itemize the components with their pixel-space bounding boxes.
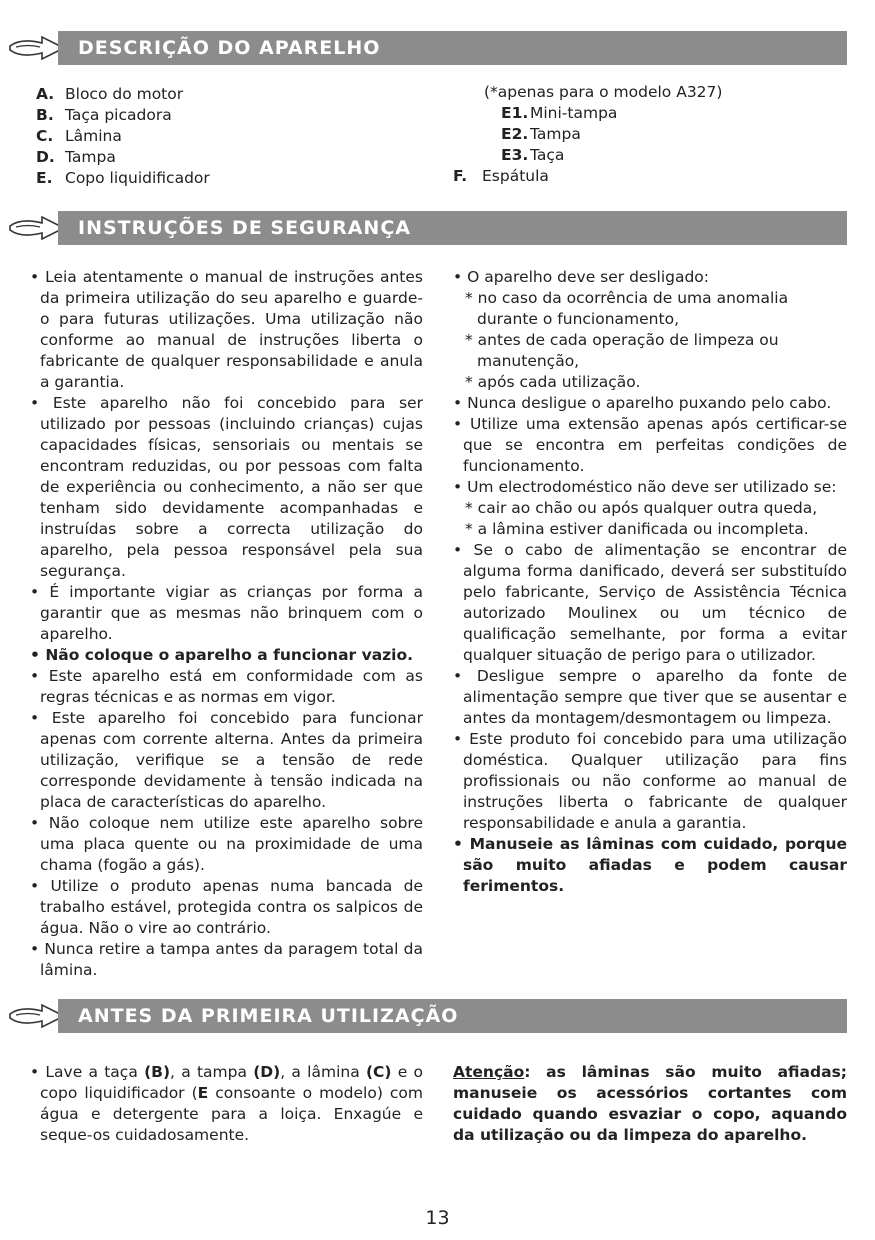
list-item: • Desligue sempre o aparelho da fonte de alimentação sempre que tiver que se ausentar e antes da montagem/desmontagem ou limpeza. bbox=[453, 667, 847, 727]
page-number: 13 bbox=[425, 1207, 450, 1229]
list-item: • Este aparelho foi concebido para funcionar apenas com corrente alterna. Antes da primeira utilização, verifique se a tensão de rede corresponde devidamente à tensão indicada na placa de características do aparelho. bbox=[30, 709, 423, 811]
list-item: • Nunca retire a tampa antes da paragem total da lâmina. bbox=[30, 940, 423, 979]
list-item: • Este aparelho não foi concebido para ser utilizado por pessoas (incluindo crianças) cujas capacidades físicas, sensoriais ou mentais se encontram reduzidas, ou por pessoas com falta de experiência ou conhecimento, a não ser que tenham sido devidamente acompanhadas e instruídas sobre a correcta utilização do aparelho, pela pessoa responsável pela sua segurança. bbox=[30, 394, 423, 580]
warning-text: Atenção: as lâminas são muito afiadas; manuseie os acessórios cortantes com cuidado quando esvaziar o copo, aquando da utilização ou da limpeza do aparelho. bbox=[453, 1063, 847, 1144]
list-item: * antes de cada operação de limpeza ou manutenção, bbox=[465, 331, 779, 370]
list-item: * a lâmina estiver danificada ou incompleta. bbox=[465, 520, 809, 538]
list-item: • O aparelho deve ser desligado: bbox=[453, 268, 710, 286]
list-item: • Não coloque o aparelho a funcionar vazio. bbox=[30, 646, 414, 664]
list-item: * após cada utilização. bbox=[465, 373, 641, 391]
list-item: * no caso da ocorrência de uma anomalia durante o funcionamento, bbox=[465, 289, 789, 328]
list-item: * cair ao chão ou após qualquer outra queda, bbox=[465, 499, 818, 517]
list-item: • Lave a taça (B), a tampa (D), a lâmina (C) e o copo liquidificador (E consoante o modelo) com água e detergente para a loiça. Enxagúe e seque-os cuidadosamente. bbox=[30, 1063, 424, 1144]
section-title-description: DESCRIÇÃO DO APARELHO bbox=[58, 31, 847, 65]
list-item: D. Tampa bbox=[36, 148, 116, 166]
list-item: • É importante vigiar as crianças por forma a garantir que as mesmas não brinquem com o aparelho. bbox=[30, 583, 423, 643]
list-item: • Nunca desligue o aparelho puxando pelo cabo. bbox=[453, 394, 832, 412]
before-use-left bbox=[30, 1062, 423, 1146]
model-note: (*apenas para o modelo A327) bbox=[484, 83, 723, 101]
list-item: • Este produto foi concebido para uma utilização doméstica. Qualquer utilização para fins profissionais ou não conforme ao manual de instruções liberta o fabricante de qualquer responsabilidade e anula a garantia. bbox=[453, 730, 847, 832]
list-item: • Utilize uma extensão apenas após certificar-se que se encontra em perfeitas condições de funcionamento. bbox=[453, 415, 847, 475]
list-item: • Este aparelho está em conformidade com as regras técnicas e as normas em vigor. bbox=[30, 667, 423, 706]
list-item: • Um electrodoméstico não deve ser utilizado se: bbox=[453, 478, 837, 496]
list-item: B. Taça picadora bbox=[36, 106, 172, 124]
list-item: E. Copo liquidificador bbox=[36, 169, 210, 187]
list-item: • Manuseie as lâminas com cuidado, porque são muito afiadas e podem causar ferimentos. bbox=[453, 835, 847, 895]
section-title-before-use: ANTES DA PRIMEIRA UTILIZAÇÃO bbox=[58, 999, 847, 1033]
list-item: E1. Mini-tampa bbox=[501, 104, 618, 122]
parts-list-right bbox=[453, 82, 722, 187]
list-item: • Utilize o produto apenas numa bancada de trabalho estável, protegida contra os salpicos de água. Não o vire ao contrário. bbox=[30, 877, 423, 937]
list-item: • Se o cabo de alimentação se encontrar de alguma forma danificado, deverá ser substituído pelo fabricante, Serviço de Assistência Técnica autorizado Moulinex ou um técnico de qualificação semelhante, por forma a evitar qualquer situação de perigo para o utilizador. bbox=[453, 541, 847, 664]
before-use-warning bbox=[453, 1062, 847, 1146]
list-item: C. Lâmina bbox=[36, 127, 122, 145]
list-item: E2. Tampa bbox=[501, 125, 581, 143]
section-title-safety: INSTRUÇÕES DE SEGURANÇA bbox=[58, 211, 847, 245]
list-item: A. Bloco do motor bbox=[36, 85, 184, 103]
list-item: F. Espátula bbox=[453, 167, 549, 185]
safety-left-column bbox=[30, 267, 423, 981]
safety-right-column bbox=[453, 267, 847, 897]
list-item: • Não coloque nem utilize este aparelho sobre uma placa quente ou na proximidade de uma chama (fogão a gás). bbox=[30, 814, 423, 874]
list-item: • Leia atentamente o manual de instruções antes da primeira utilização do seu aparelho e guarde-o para futuras utilizações. Uma utilização não conforme ao manual de instruções liberta o fabricante de qualquer responsabilidade e anula a garantia. bbox=[30, 268, 423, 391]
parts-list bbox=[36, 84, 210, 189]
list-item: E3. Taça bbox=[501, 146, 565, 164]
